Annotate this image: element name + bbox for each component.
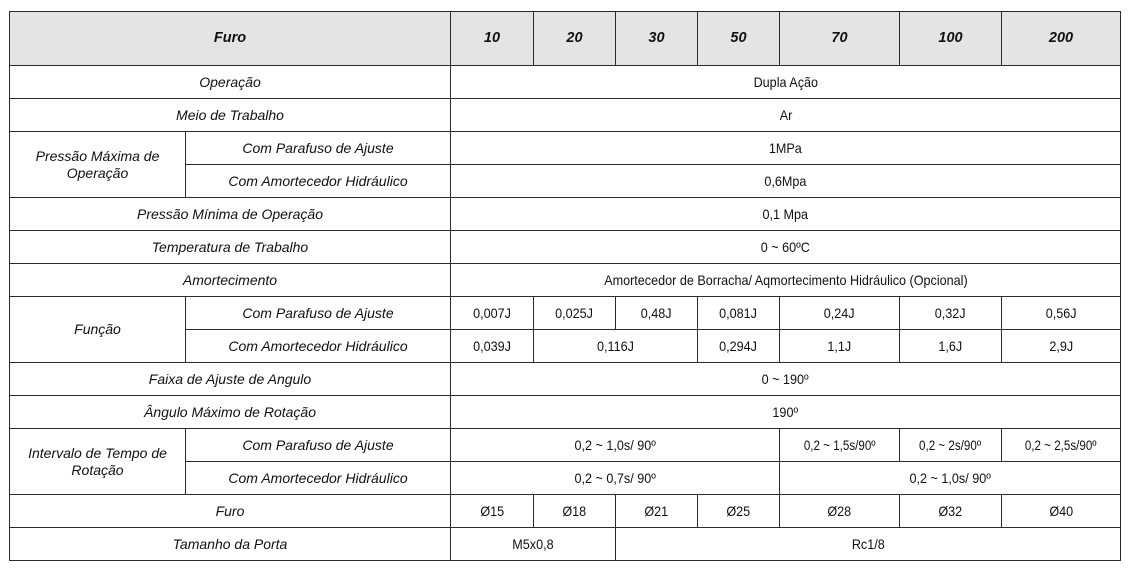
cell-50: Ø25	[698, 495, 780, 528]
cell-200: 0,56J	[1002, 297, 1121, 330]
header-col-10: 10	[451, 12, 534, 66]
specification-table	[9, 11, 1121, 561]
row-pressao-minima	[10, 198, 1121, 231]
sub-label: Com Amortecedor Hidráulico	[186, 330, 451, 363]
row-value: 190º	[451, 396, 1121, 429]
row-meio-trabalho	[10, 99, 1121, 132]
row-faixa-ajuste	[10, 363, 1121, 396]
row-label: Operação	[10, 66, 451, 99]
row-label: Meio de Trabalho	[10, 99, 451, 132]
sub-label: Com Amortecedor Hidráulico	[186, 165, 451, 198]
cell-70-200: 0,2 ~ 1,0s/ 90º	[780, 462, 1121, 495]
cell-70: Ø28	[780, 495, 900, 528]
row-label: Amortecimento	[10, 264, 451, 297]
header-col-70: 70	[780, 12, 900, 66]
row-label: Faixa de Ajuste de Angulo	[10, 363, 451, 396]
cell-20: Ø18	[534, 495, 616, 528]
cell-10-20: M5x0,8	[451, 528, 616, 561]
cell-100: 0,32J	[900, 297, 1002, 330]
cell-200: Ø40	[1002, 495, 1121, 528]
cell-70: 0,2 ~ 1,5s/90º	[780, 429, 900, 462]
row-intervalo-parafuso	[10, 429, 1121, 462]
group-label: Pressão Máxima de Operação	[10, 132, 186, 198]
cell-100: 1,6J	[900, 330, 1002, 363]
header-col-30: 30	[616, 12, 698, 66]
header-label: Furo	[10, 12, 451, 66]
row-value: 0,6Mpa	[451, 165, 1121, 198]
cell-30: Ø21	[616, 495, 698, 528]
row-pressao-maxima-parafuso	[10, 132, 1121, 165]
row-value: Ar	[451, 99, 1121, 132]
sub-label: Com Amortecedor Hidráulico	[186, 462, 451, 495]
cell-30-200: Rc1/8	[616, 528, 1121, 561]
cell-200: 0,2 ~ 2,5s/90º	[1002, 429, 1121, 462]
group-label: Intervalo de Tempo de Rotação	[10, 429, 186, 495]
group-label: Função	[10, 297, 186, 363]
cell-20-30: 0,116J	[534, 330, 698, 363]
row-label: Pressão Mínima de Operação	[10, 198, 451, 231]
header-col-100: 100	[900, 12, 1002, 66]
row-angulo-maximo	[10, 396, 1121, 429]
cell-70: 0,24J	[780, 297, 900, 330]
row-label: Ângulo Máximo de Rotação	[10, 396, 451, 429]
cell-50: 0,294J	[698, 330, 780, 363]
row-tamanho-porta	[10, 528, 1121, 561]
row-label: Temperatura de Trabalho	[10, 231, 451, 264]
cell-10-50: 0,2 ~ 1,0s/ 90º	[451, 429, 780, 462]
cell-10-50: 0,2 ~ 0,7s/ 90º	[451, 462, 780, 495]
cell-100: Ø32	[900, 495, 1002, 528]
cell-50: 0,081J	[698, 297, 780, 330]
row-value: 0 ~ 60ºC	[451, 231, 1121, 264]
row-label: Furo	[10, 495, 451, 528]
row-amortecimento	[10, 264, 1121, 297]
row-value: Amortecedor de Borracha/ Aqmortecimento Hidráulico (Opcional)	[451, 264, 1121, 297]
cell-200: 2,9J	[1002, 330, 1121, 363]
cell-70: 1,1J	[780, 330, 900, 363]
row-furo	[10, 495, 1121, 528]
cell-10: Ø15	[451, 495, 534, 528]
sub-label: Com Parafuso de Ajuste	[186, 132, 451, 165]
cell-100: 0,2 ~ 2s/90º	[900, 429, 1002, 462]
sub-label: Com Parafuso de Ajuste	[186, 297, 451, 330]
row-value: 0 ~ 190º	[451, 363, 1121, 396]
header-col-200: 200	[1002, 12, 1121, 66]
cell-10: 0,039J	[451, 330, 534, 363]
cell-20: 0,025J	[534, 297, 616, 330]
cell-10: 0,007J	[451, 297, 534, 330]
row-value: 1MPa	[451, 132, 1121, 165]
header-col-50: 50	[698, 12, 780, 66]
cell-30: 0,48J	[616, 297, 698, 330]
header-row	[10, 12, 1121, 66]
row-label: Tamanho da Porta	[10, 528, 451, 561]
row-temperatura	[10, 231, 1121, 264]
row-operacao	[10, 66, 1121, 99]
sub-label: Com Parafuso de Ajuste	[186, 429, 451, 462]
row-value: Dupla Ação	[451, 66, 1121, 99]
row-value: 0,1 Mpa	[451, 198, 1121, 231]
header-col-20: 20	[534, 12, 616, 66]
row-funcao-parafuso	[10, 297, 1121, 330]
